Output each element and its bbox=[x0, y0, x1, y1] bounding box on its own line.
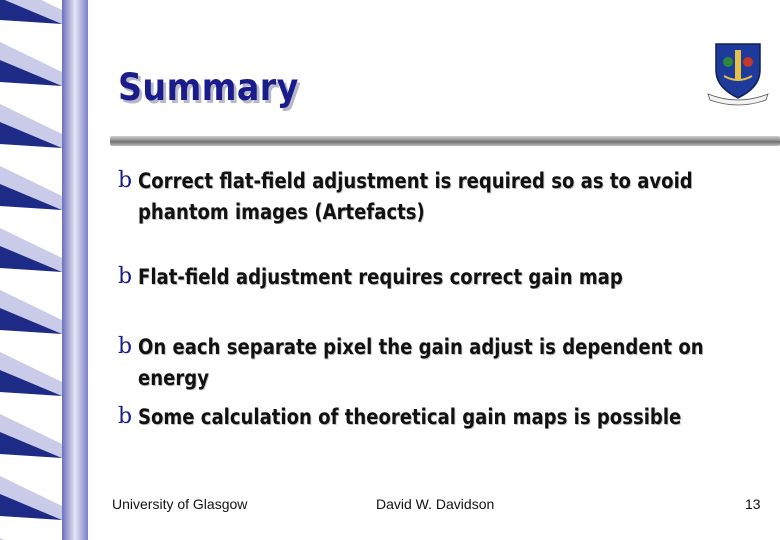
bullet-marker-icon: b bbox=[118, 334, 133, 359]
footer-author: David W. Davidson bbox=[376, 496, 495, 512]
bullet-text: On each separate pixel the gain adjust is dependent on energy bbox=[138, 335, 704, 390]
page-title: Summary bbox=[118, 66, 299, 109]
bullet-text: Flat-field adjustment requires correct gain map bbox=[138, 265, 623, 289]
ribbon-bar bbox=[62, 0, 88, 540]
ribbon-wings bbox=[0, 0, 62, 540]
bullet-marker-icon: b bbox=[118, 404, 133, 429]
bullet-text: Some calculation of theoretical gain maps is possible bbox=[138, 405, 682, 429]
bullet-marker-icon: b bbox=[118, 264, 133, 289]
ribbon-decoration bbox=[0, 0, 110, 540]
slide-number: 13 bbox=[745, 496, 761, 512]
footer-institution: University of Glasgow bbox=[112, 496, 248, 512]
bullet-text: Correct flat-field adjustment is required so as to avoid phantom images (Artefacts) bbox=[138, 169, 693, 224]
bullet-marker-icon: b bbox=[118, 168, 133, 193]
bullet-list bbox=[110, 0, 780, 540]
